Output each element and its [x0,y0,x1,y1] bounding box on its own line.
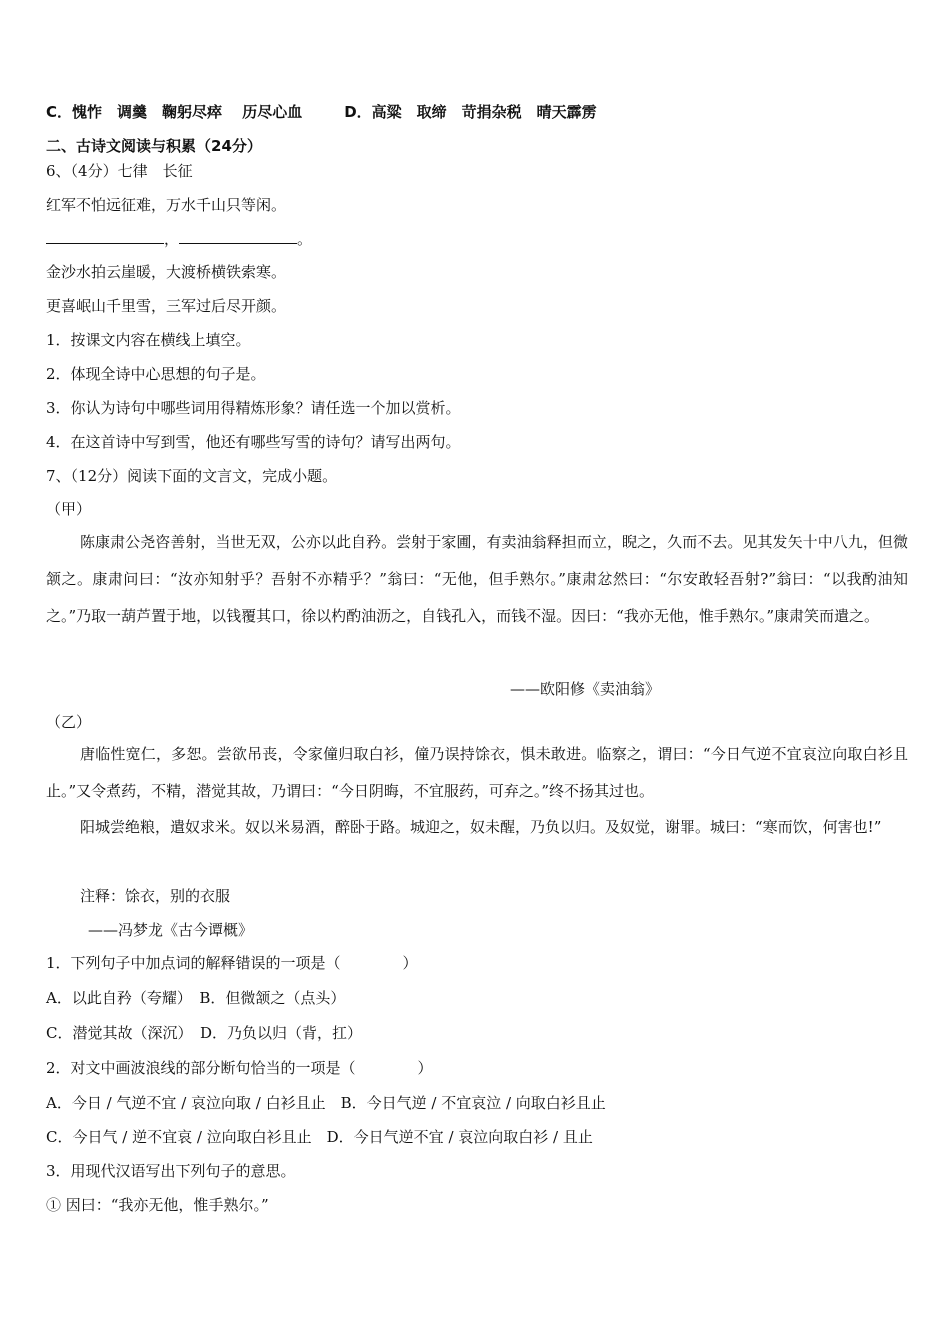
poem-line-3: 金沙水拍云崖暖，大渡桥横铁索寒。 [46,263,287,281]
q7-sub-2-options-ab[interactable]: A．今日 / 气逆不宜 / 哀泣向取 / 白衫且止 B．今日气逆 / 不宜哀泣 / 向取白衫且止 [46,1094,606,1112]
q5-option-c[interactable]: C．愧怍 调羹 鞠躬尽瘁 历尽心血 [46,103,303,121]
q6-sub-4: 4．在这首诗中写到雪，他还有哪些写雪的诗句？请写出两句。 [46,433,461,451]
passage-yi-source: ——冯梦龙《古今谭概》 [88,921,254,939]
q6-sub-1: 1．按课文内容在横线上填空。 [46,331,251,349]
q7-sub-1-options-ab[interactable]: A．以此自矜（夸耀） B．但微颔之（点头） [46,989,346,1007]
q7-sub-3-item-1: ① 因曰：“我亦无他，惟手熟尔。” [46,1196,269,1214]
passage-jia-source: ——欧阳修《卖油翁》 [510,680,661,698]
blank-comma: ， [164,230,180,248]
q6-sub-3: 3．你认为诗句中哪些词用得精炼形象？请任选一个加以赏析。 [46,399,461,417]
q5-option-d[interactable]: D．高粱 取缔 苛捐杂税 晴天霹雳 [344,103,597,121]
q7-sub-2-text: 2．对文中画波浪线的部分断句恰当的一项是（ [46,1059,356,1077]
q7-sub-1-close: ） [402,954,418,972]
poem-blank-line [46,229,312,249]
fill-blank-1[interactable] [46,229,164,244]
q6-sub-2: 2．体现全诗中心思想的句子是。 [46,365,266,383]
q7-sub-1-stem [46,953,418,973]
q7-sub-1-text: 1．下列句子中加点词的解释错误的一项是（ [46,954,341,972]
poem-line-4: 更喜岷山千里雪，三军过后尽开颜。 [46,297,287,315]
q6-title: 6、（4分）七律 长征 [46,162,193,180]
passage-jia-label: （甲） [46,500,92,518]
passage-jia-text: 陈康肃公尧咨善射，当世无双，公亦以此自矜。尝射于家圃，有卖油翁释担而立，睨之，久而不去。见其发矢十中八九，但微颔之。康肃问曰：“汝亦知射乎？吾射不亦精乎？”翁曰：“无他，但手熟尔。”康肃忿然曰：“尔安敢轻吾射?”翁曰：“以我酌油知之。”乃取一葫芦置于地，以钱覆其口，徐以杓酌油沥之，自钱孔入，而钱不湿。因曰：“我亦无他，惟手熟尔。”康肃笑而遣之。 [46,533,908,625]
q7-sub-3-stem: 3．用现代汉语写出下列句子的意思。 [46,1162,296,1180]
q7-sub-2-close: ） [417,1059,433,1077]
fill-blank-2[interactable] [179,229,297,244]
section2-heading: 二、古诗文阅读与积累（24分） [46,137,262,155]
passage-yi-paragraph-2: 阳城尝绝粮，遣奴求米。奴以米易酒，醉卧于路。城迎之，奴未醒，乃负以归。及奴觉，谢罪。城曰：“寒而饮，何害也!” [80,818,882,836]
q7-title: 7、（12分）阅读下面的文言文，完成小题。 [46,467,338,485]
q7-sub-2-stem [46,1058,433,1078]
q7-sub-1-options-cd[interactable]: C．潜觉其故（深沉） D．乃负以归（背，扛） [46,1024,363,1042]
q7-sub-2-options-cd[interactable]: C．今日气 / 逆不宜哀 / 泣向取白衫且止 D．今日气逆不宜 / 哀泣向取白衫 / 且止 [46,1128,593,1146]
blank-period: 。 [297,230,313,248]
passage-yi-paragraph-1: 唐临性宽仁，多恕。尝欲吊丧，令家僮归取白衫，僮乃误持馀衣，惧未敢进。临察之，谓曰：“今日气逆不宜哀泣向取白衫且止。”又令煮药，不精，潜觉其故，乃谓曰：“今日阴晦，不宜服药，可弃之。”终不扬其过也。 [46,745,908,800]
poem-line-1: 红军不怕远征难，万水千山只等闲。 [46,196,287,214]
passage-yi-label: （乙） [46,713,92,731]
q5-options-row [46,102,597,122]
passage-note: 注释：馀衣，别的衣服 [80,887,231,905]
